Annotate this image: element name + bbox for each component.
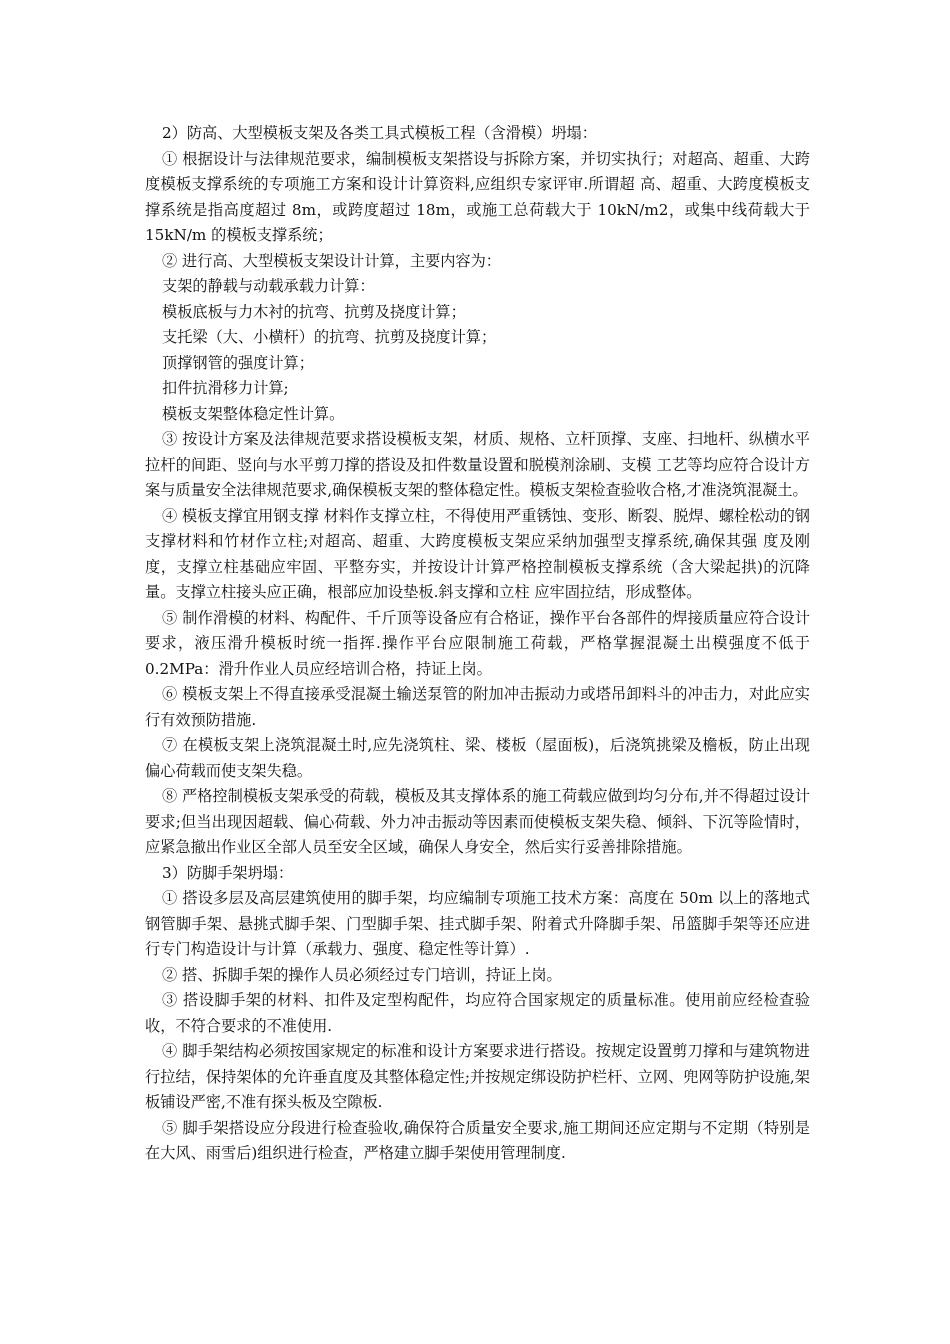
calc-item-3: 支托梁（大、小横杆）的抗弯、抗剪及挠度计算； (162, 328, 497, 346)
paragraph-scaffold-4: ④ 脚手架结构必须按国家规定的标准和设计方案要求进行搭设。按规定设置剪刀撑和与建筑物进行拉结，保持架体的允许垂直度及其整体稳定性;并按规定绑设防护栏杆、立网、兜网等防护设施,架板铺设严密,不准有探头板及空隙板. (145, 1042, 810, 1111)
paragraph-scaffold-2: ② 搭、拆脚手架的操作人员必须经过专门培训，持证上岗。 (162, 965, 562, 984)
calc-item-2: 模板底板与力木衬的抗弯、抗剪及挠度计算； (162, 302, 466, 321)
section-heading-formwork: 2）防高、大型模板支架及各类工具式模板工程（含滑模）坍塌： (162, 124, 597, 142)
paragraph-formwork-3: ③ 按设计方案及法律规范要求搭设模板支架，材质、规格、立杆顶撑、支座、扫地杆、纵横水平拉杆的间距、竖向与水平剪刀撑的搭设及扣件数量设置和脱模剂涂刷、支模 工艺等均应符合设计方案与质量安全法律规范要求,确保模板支架的整体稳定性。模板支架检查验收合格,才准浇筑混凝土。 (145, 430, 810, 499)
paragraph-formwork-4: ④ 模板支撑宜用钢支撑 材料作支撑立柱，不得使用严重锈蚀、变形、断裂、脱焊、螺栓松动的钢支撑材料和竹材作立柱;对超高、超重、大跨度模板支架应采纳加强型支撑系统,确保其强 度及刚度，支撑立柱基础应牢固、平整夯实，并按设计计算严格控制模板支撑系统（含大梁起拱)的沉降量。支撑立柱接头应正确，根部应加设垫板.斜支撑和立柱 应牢固拉结，形成整体。 (145, 506, 810, 601)
paragraph-formwork-8: ⑧ 严格控制模板支架承受的荷载，模板及其支撑体系的施工荷载应做到均匀分布,并不得超过设计要求;但当出现因超载、偏心荷载、外力冲击振动等因素而使模板支架失稳、倾斜、下沉等险情时，应紧急撤出作业区全部人员至安全区域，确保人身安全，然后实行妥善排除措施。 (145, 787, 810, 856)
calc-item-5: 扣件抗滑移力计算; (162, 379, 289, 397)
paragraph-formwork-6: ⑥ 模板支架上不得直接承受混凝土输送泵管的附加冲击振动力或塔吊卸料斗的冲击力，对此应实行有效预防措施. (145, 685, 810, 729)
paragraph-formwork-7: ⑦ 在模板支架上浇筑混凝土时,应先浇筑柱、梁、楼板（屋面板)，后浇筑挑梁及檐板，防止出现偏心荷载而使支架失稳。 (145, 736, 810, 780)
document-body (145, 121, 810, 1167)
paragraph-scaffold-3: ③ 搭设脚手架的材料、扣件及定型构配件，均应符合国家规定的质量标准。使用前应经检查验收，不符合要求的不准使用. (145, 991, 810, 1035)
calc-item-4: 顶撑钢管的强度计算； (162, 353, 314, 372)
paragraph-scaffold-1: ① 搭设多层及高层建筑使用的脚手架，均应编制专项施工技术方案：高度在 50m 以上的落地式钢管脚手架、悬挑式脚手架、门型脚手架、挂式脚手架、附着式升降脚手架、吊篮脚手架等还应进行专门构造设计与计算（承载力、强度、稳定性等计算）. (145, 889, 810, 958)
section-heading-scaffold: 3）防脚手架坍塌： (162, 863, 294, 882)
paragraph-formwork-2: ② 进行高、大型模板支架设计计算，主要内容为： (162, 251, 501, 270)
paragraph-scaffold-5: ⑤ 脚手架搭设应分段进行检查验收,确保符合质量安全要求,施工期间还应定期与不定期（特别是在大风、雨雪后)组织进行检查，严格建立脚手架使用管理制度. (145, 1118, 810, 1162)
calc-item-1: 支架的静载与动载承载力计算： (162, 277, 375, 295)
paragraph-formwork-1: ① 根据设计与法律规范要求，编制模板支架搭设与拆除方案，并切实执行；对超高、超重、大跨度模板支撑系统的专项施工方案和设计计算资料,应组织专家评审.所谓超 高、超重、大跨度模板支撑系统是指高度超过 8m，或跨度超过 18m，或施工总荷载大于 10kN/m2，或集中线荷载大于 15kN/m 的模板支撑系统； (145, 149, 810, 244)
calc-item-6: 模板支架整体稳定性计算。 (162, 404, 345, 423)
paragraph-formwork-5: ⑤ 制作滑模的材料、构配件、千斤顶等设备应有合格证，操作平台各部件的焊接质量应符合设计要求，液压滑升模板时统一指挥.操作平台应限制施工荷载，严格掌握混凝土出模强度不低于 0.2MPa：滑升作业人员应经培训合格，持证上岗。 (145, 608, 810, 678)
